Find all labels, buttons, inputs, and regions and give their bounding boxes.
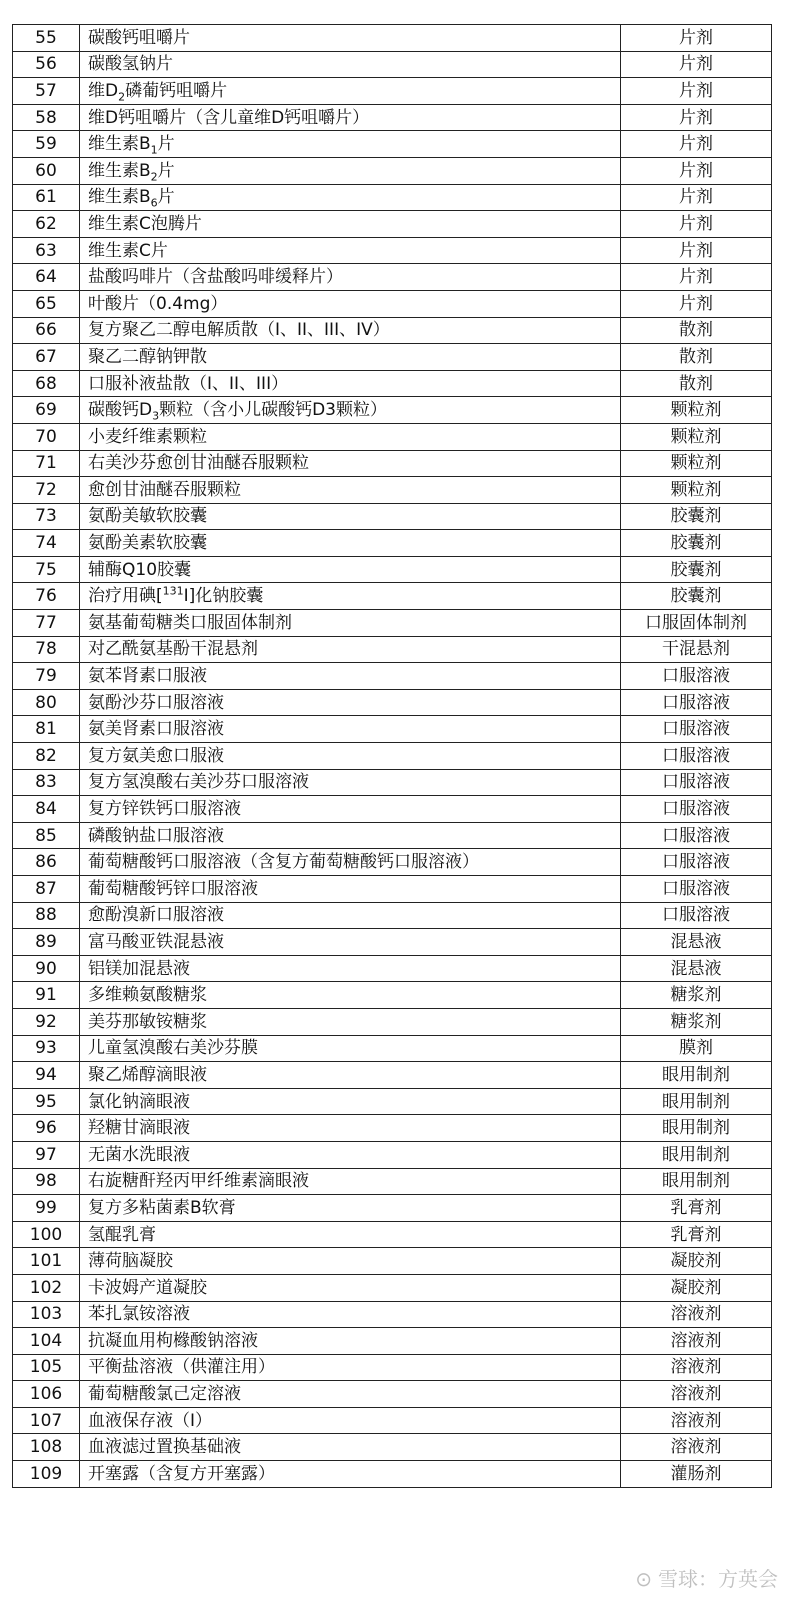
row-number: 79 — [13, 663, 80, 690]
dosage-form: 混悬液 — [621, 929, 772, 956]
row-number: 80 — [13, 689, 80, 716]
name-text: 辅酶Q10胶囊 — [88, 559, 192, 580]
row-number: 69 — [13, 397, 80, 424]
dosage-form: 散剂 — [621, 370, 772, 397]
table-row — [13, 1407, 772, 1434]
table-row — [13, 1354, 772, 1381]
name-text: 无菌水洗眼液 — [88, 1144, 190, 1165]
table-row — [13, 955, 772, 982]
table-row — [13, 1088, 772, 1115]
name-text: 维生素B — [88, 134, 151, 155]
row-number: 103 — [13, 1301, 80, 1328]
table-row — [13, 184, 772, 211]
drug-name — [80, 1088, 621, 1115]
dosage-form: 片剂 — [621, 131, 772, 158]
drug-name — [80, 769, 621, 796]
drug-name — [80, 317, 621, 344]
name-text: 右旋糖酐羟丙甲纤维素滴眼液 — [88, 1171, 309, 1192]
drug-name — [80, 157, 621, 184]
name-text: 磷葡钙咀嚼片 — [125, 80, 228, 101]
drug-name — [80, 876, 621, 903]
row-number: 88 — [13, 902, 80, 929]
drug-name — [80, 1461, 621, 1488]
drug-name — [80, 822, 621, 849]
drug-name — [80, 131, 621, 158]
drug-name — [80, 477, 621, 504]
row-number: 55 — [13, 25, 80, 52]
name-text: 盐酸吗啡片（含盐酸吗啡缓释片） — [88, 267, 343, 288]
dosage-form: 胶囊剂 — [621, 530, 772, 557]
dosage-form: 片剂 — [621, 78, 772, 105]
row-number: 87 — [13, 876, 80, 903]
name-text: 颗粒（含小儿碳酸钙D3颗粒） — [159, 400, 387, 421]
name-text: 薄荷脑凝胶 — [88, 1251, 173, 1272]
name-text: 维生素C泡腾片 — [88, 213, 202, 234]
row-number: 109 — [13, 1461, 80, 1488]
dosage-form: 口服溶液 — [621, 876, 772, 903]
subscript-text: 2 — [150, 170, 158, 184]
table-row — [13, 1141, 772, 1168]
name-text: 维D — [88, 80, 119, 101]
dosage-form: 口服溶液 — [621, 663, 772, 690]
subscript-text: 1 — [150, 143, 158, 157]
row-number: 94 — [13, 1062, 80, 1089]
name-text: 愈创甘油醚吞服颗粒 — [88, 479, 241, 500]
dosage-form: 混悬液 — [621, 955, 772, 982]
dosage-form: 灌肠剂 — [621, 1461, 772, 1488]
dosage-form: 眼用制剂 — [621, 1062, 772, 1089]
drug-name — [80, 370, 621, 397]
dosage-form: 溶液剂 — [621, 1381, 772, 1408]
table-row — [13, 716, 772, 743]
name-text: 碳酸钙D — [88, 400, 153, 421]
row-number: 71 — [13, 450, 80, 477]
name-text: 片 — [157, 134, 175, 155]
drug-name — [80, 51, 621, 78]
dosage-form: 糖浆剂 — [621, 1008, 772, 1035]
row-number: 72 — [13, 477, 80, 504]
name-text: 氢醌乳膏 — [88, 1224, 156, 1245]
name-text: 氨美肾素口服溶液 — [88, 719, 224, 740]
name-text: 氨苯肾素口服液 — [88, 666, 207, 687]
name-text: 碳酸氢钠片 — [88, 54, 173, 75]
drug-name — [80, 610, 621, 637]
row-number: 98 — [13, 1168, 80, 1195]
dosage-form: 溶液剂 — [621, 1328, 772, 1355]
row-number: 85 — [13, 822, 80, 849]
row-number: 77 — [13, 610, 80, 637]
table-row — [13, 1248, 772, 1275]
drug-name — [80, 423, 621, 450]
table-row — [13, 397, 772, 424]
dosage-form: 口服溶液 — [621, 743, 772, 770]
drug-name — [80, 78, 621, 105]
name-text: 氨酚美敏软胶囊 — [88, 506, 207, 527]
dosage-form: 口服溶液 — [621, 822, 772, 849]
dosage-form: 口服固体制剂 — [621, 610, 772, 637]
table-row — [13, 876, 772, 903]
name-text: 氯化钠滴眼液 — [88, 1091, 190, 1112]
name-text: 维生素B — [88, 160, 151, 181]
drug-name — [80, 902, 621, 929]
row-number: 97 — [13, 1141, 80, 1168]
name-text: 抗凝血用枸橼酸钠溶液 — [88, 1330, 258, 1351]
drug-name — [80, 716, 621, 743]
drug-name — [80, 184, 621, 211]
name-text: I]化钠胶囊 — [183, 586, 264, 607]
table-row — [13, 264, 772, 291]
table-row — [13, 503, 772, 530]
table-row — [13, 769, 772, 796]
drug-name — [80, 929, 621, 956]
name-text: 卡波姆产道凝胶 — [88, 1277, 207, 1298]
row-number: 78 — [13, 636, 80, 663]
row-number: 66 — [13, 317, 80, 344]
name-text: 富马酸亚铁混悬液 — [88, 931, 224, 952]
dosage-form: 口服溶液 — [621, 796, 772, 823]
name-text: 复方氢溴酸右美沙芬口服溶液 — [88, 772, 309, 793]
table-row — [13, 1221, 772, 1248]
name-text: 治疗用碘[ — [88, 586, 163, 607]
table-row — [13, 1062, 772, 1089]
drug-name — [80, 663, 621, 690]
row-number: 93 — [13, 1035, 80, 1062]
row-number: 65 — [13, 290, 80, 317]
dosage-form: 颗粒剂 — [621, 450, 772, 477]
dosage-form: 乳膏剂 — [621, 1221, 772, 1248]
name-text: 叶酸片（0.4mg） — [88, 293, 228, 314]
dosage-form: 片剂 — [621, 290, 772, 317]
name-text: 复方聚乙二醇电解质散（I、II、III、IV） — [88, 320, 390, 341]
row-number: 63 — [13, 237, 80, 264]
dosage-form: 散剂 — [621, 344, 772, 371]
table-row — [13, 344, 772, 371]
row-number: 84 — [13, 796, 80, 823]
row-number: 67 — [13, 344, 80, 371]
row-number: 61 — [13, 184, 80, 211]
name-text: 平衡盐溶液（供灌注用） — [88, 1357, 275, 1378]
drug-name — [80, 796, 621, 823]
dosage-form: 眼用制剂 — [621, 1141, 772, 1168]
name-text: 血液保存液（I） — [88, 1410, 213, 1431]
dosage-form: 片剂 — [621, 237, 772, 264]
row-number: 92 — [13, 1008, 80, 1035]
row-number: 99 — [13, 1195, 80, 1222]
dosage-form: 糖浆剂 — [621, 982, 772, 1009]
drug-name — [80, 636, 621, 663]
name-text: 碳酸钙咀嚼片 — [88, 27, 190, 48]
table-row — [13, 1328, 772, 1355]
table-row — [13, 211, 772, 238]
table-row — [13, 583, 772, 610]
name-text: 小麦纤维素颗粒 — [88, 426, 207, 447]
table-row — [13, 663, 772, 690]
table-row — [13, 1035, 772, 1062]
drug-name — [80, 1115, 621, 1142]
dosage-form: 膜剂 — [621, 1035, 772, 1062]
dosage-form: 散剂 — [621, 317, 772, 344]
dosage-form: 片剂 — [621, 157, 772, 184]
watermark — [635, 1563, 778, 1592]
table-row — [13, 530, 772, 557]
table-row — [13, 1461, 772, 1488]
dosage-form: 口服溶液 — [621, 902, 772, 929]
table-row — [13, 743, 772, 770]
name-text: 右美沙芬愈创甘油醚吞服颗粒 — [88, 453, 309, 474]
dosage-form: 干混悬剂 — [621, 636, 772, 663]
row-number: 91 — [13, 982, 80, 1009]
row-number: 101 — [13, 1248, 80, 1275]
row-number: 102 — [13, 1274, 80, 1301]
table-row — [13, 78, 772, 105]
drug-name — [80, 397, 621, 424]
dosage-form: 片剂 — [621, 25, 772, 52]
superscript-text: 131 — [162, 584, 184, 598]
row-number: 76 — [13, 583, 80, 610]
row-number: 96 — [13, 1115, 80, 1142]
table-row — [13, 25, 772, 52]
row-number: 62 — [13, 211, 80, 238]
drug-name — [80, 1141, 621, 1168]
row-number: 90 — [13, 955, 80, 982]
dosage-form: 颗粒剂 — [621, 477, 772, 504]
name-text: 葡萄糖酸钙锌口服溶液 — [88, 878, 258, 899]
row-number: 82 — [13, 743, 80, 770]
table-row — [13, 157, 772, 184]
dosage-form: 颗粒剂 — [621, 397, 772, 424]
dosage-form: 口服溶液 — [621, 769, 772, 796]
table-row — [13, 477, 772, 504]
name-text: 维生素C片 — [88, 240, 168, 261]
drug-name — [80, 1381, 621, 1408]
drug-name — [80, 1328, 621, 1355]
dosage-form: 眼用制剂 — [621, 1088, 772, 1115]
table-row — [13, 237, 772, 264]
table-row — [13, 1434, 772, 1461]
row-number: 106 — [13, 1381, 80, 1408]
drug-name — [80, 237, 621, 264]
row-number: 75 — [13, 556, 80, 583]
dosage-form: 溶液剂 — [621, 1354, 772, 1381]
subscript-text: 2 — [118, 90, 126, 104]
table-row — [13, 131, 772, 158]
table-row — [13, 1168, 772, 1195]
drug-name — [80, 1248, 621, 1275]
drug-name — [80, 583, 621, 610]
drug-name — [80, 1195, 621, 1222]
table-row — [13, 689, 772, 716]
row-number: 58 — [13, 104, 80, 131]
name-text: 聚乙二醇钠钾散 — [88, 346, 207, 367]
name-text: 铝镁加混悬液 — [88, 958, 190, 979]
dosage-form: 颗粒剂 — [621, 423, 772, 450]
row-number: 105 — [13, 1354, 80, 1381]
drug-name — [80, 1301, 621, 1328]
name-text: 片 — [157, 187, 175, 208]
drug-name — [80, 689, 621, 716]
drug-name — [80, 1354, 621, 1381]
table-row — [13, 1274, 772, 1301]
row-number: 100 — [13, 1221, 80, 1248]
name-text: 维生素B — [88, 187, 151, 208]
dosage-form: 凝胶剂 — [621, 1248, 772, 1275]
drug-name — [80, 743, 621, 770]
table-row — [13, 1381, 772, 1408]
drug-name — [80, 849, 621, 876]
drug-name — [80, 1434, 621, 1461]
table-row — [13, 1195, 772, 1222]
name-text: 氨酚美素软胶囊 — [88, 533, 207, 554]
table-row — [13, 636, 772, 663]
dosage-form: 胶囊剂 — [621, 556, 772, 583]
table-row — [13, 1115, 772, 1142]
table-row — [13, 290, 772, 317]
dosage-form: 眼用制剂 — [621, 1115, 772, 1142]
table-row — [13, 796, 772, 823]
drug-name — [80, 450, 621, 477]
name-text: 美芬那敏铵糖浆 — [88, 1011, 207, 1032]
drug-name — [80, 530, 621, 557]
snowball-logo-icon: ⊙ — [635, 1567, 652, 1591]
drug-name — [80, 503, 621, 530]
name-text: 氨基葡萄糖类口服固体制剂 — [88, 612, 292, 633]
row-number: 59 — [13, 131, 80, 158]
table-row — [13, 51, 772, 78]
drug-name — [80, 344, 621, 371]
drug-name — [80, 290, 621, 317]
dosage-form: 溶液剂 — [621, 1301, 772, 1328]
drug-name — [80, 1407, 621, 1434]
drug-name — [80, 1168, 621, 1195]
subscript-text: 6 — [150, 196, 158, 210]
row-number: 70 — [13, 423, 80, 450]
row-number: 108 — [13, 1434, 80, 1461]
dosage-form: 溶液剂 — [621, 1407, 772, 1434]
row-number: 95 — [13, 1088, 80, 1115]
table-row — [13, 450, 772, 477]
name-text: 磷酸钠盐口服溶液 — [88, 825, 224, 846]
name-text: 片 — [157, 160, 175, 181]
table-row — [13, 1008, 772, 1035]
dosage-form: 口服溶液 — [621, 689, 772, 716]
name-text: 口服补液盐散（I、II、III） — [88, 373, 289, 394]
drug-name — [80, 1221, 621, 1248]
drug-list-table — [12, 24, 772, 1488]
subscript-text: 3 — [152, 409, 160, 423]
table-body — [13, 25, 772, 1488]
row-number: 83 — [13, 769, 80, 796]
row-number: 68 — [13, 370, 80, 397]
name-text: 复方多粘菌素B软膏 — [88, 1197, 236, 1218]
drug-name — [80, 955, 621, 982]
name-text: 葡萄糖酸氯己定溶液 — [88, 1384, 241, 1405]
name-text: 复方氨美愈口服液 — [88, 745, 224, 766]
name-text: 维D钙咀嚼片（含儿童维D钙咀嚼片） — [88, 107, 370, 128]
name-text: 葡萄糖酸钙口服溶液（含复方葡萄糖酸钙口服溶液） — [88, 852, 479, 873]
drug-name — [80, 1035, 621, 1062]
drug-name — [80, 1008, 621, 1035]
name-text: 氨酚沙芬口服溶液 — [88, 692, 224, 713]
row-number: 74 — [13, 530, 80, 557]
dosage-form: 乳膏剂 — [621, 1195, 772, 1222]
table-row — [13, 982, 772, 1009]
dosage-form: 片剂 — [621, 264, 772, 291]
dosage-form: 片剂 — [621, 184, 772, 211]
dosage-form: 凝胶剂 — [621, 1274, 772, 1301]
name-text: 复方锌铁钙口服溶液 — [88, 799, 241, 820]
drug-name — [80, 25, 621, 52]
name-text: 开塞露（含复方开塞露） — [88, 1463, 275, 1484]
dosage-form: 胶囊剂 — [621, 503, 772, 530]
row-number: 57 — [13, 78, 80, 105]
row-number: 107 — [13, 1407, 80, 1434]
row-number: 60 — [13, 157, 80, 184]
dosage-form: 溶液剂 — [621, 1434, 772, 1461]
dosage-form: 口服溶液 — [621, 849, 772, 876]
name-text: 聚乙烯醇滴眼液 — [88, 1064, 207, 1085]
drug-name — [80, 1062, 621, 1089]
table-row — [13, 902, 772, 929]
table-row — [13, 370, 772, 397]
dosage-form: 片剂 — [621, 104, 772, 131]
row-number: 104 — [13, 1328, 80, 1355]
name-text: 血液滤过置换基础液 — [88, 1437, 241, 1458]
table-row — [13, 849, 772, 876]
table-row — [13, 317, 772, 344]
table-row — [13, 929, 772, 956]
drug-name — [80, 1274, 621, 1301]
row-number: 81 — [13, 716, 80, 743]
dosage-form: 口服溶液 — [621, 716, 772, 743]
table-row — [13, 822, 772, 849]
row-number: 64 — [13, 264, 80, 291]
name-text: 苯扎氯铵溶液 — [88, 1304, 190, 1325]
drug-name — [80, 104, 621, 131]
dosage-form: 胶囊剂 — [621, 583, 772, 610]
drug-name — [80, 211, 621, 238]
drug-name — [80, 556, 621, 583]
watermark-text: 雪球：方英会 — [658, 1567, 778, 1591]
name-text: 多维赖氨酸糖浆 — [88, 985, 207, 1006]
table-row — [13, 1301, 772, 1328]
name-text: 对乙酰氨基酚干混悬剂 — [88, 639, 258, 660]
row-number: 89 — [13, 929, 80, 956]
row-number: 86 — [13, 849, 80, 876]
name-text: 羟糖甘滴眼液 — [88, 1118, 190, 1139]
dosage-form: 片剂 — [621, 51, 772, 78]
dosage-form: 片剂 — [621, 211, 772, 238]
table-row — [13, 423, 772, 450]
drug-name — [80, 264, 621, 291]
drug-name — [80, 982, 621, 1009]
table-row — [13, 610, 772, 637]
row-number: 73 — [13, 503, 80, 530]
row-number: 56 — [13, 51, 80, 78]
table-row — [13, 556, 772, 583]
table-row — [13, 104, 772, 131]
dosage-form: 眼用制剂 — [621, 1168, 772, 1195]
name-text: 儿童氢溴酸右美沙芬膜 — [88, 1038, 258, 1059]
name-text: 愈酚溴新口服溶液 — [88, 905, 224, 926]
